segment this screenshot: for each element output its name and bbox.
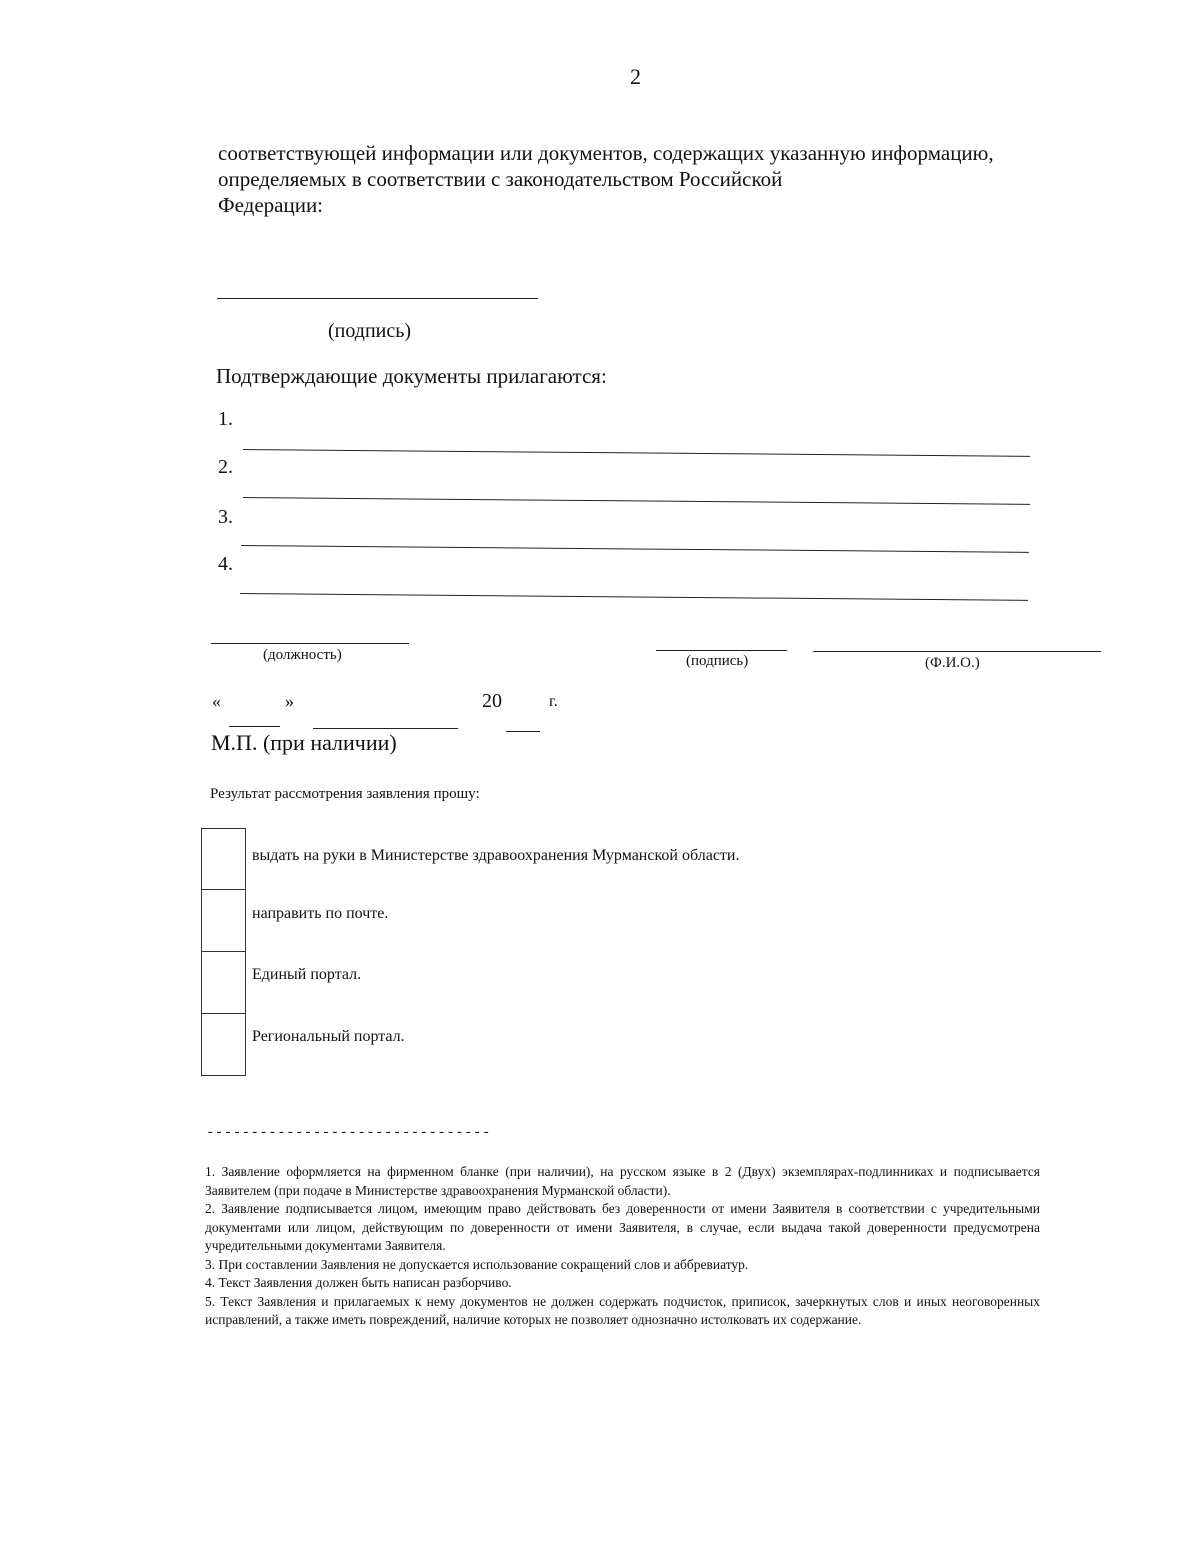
footnote-3: 3. При составлении Заявления не допускается использование сокращений слов и аббревиатур. (205, 1256, 749, 1272)
attachment-number-1: 1. (218, 408, 233, 430)
option-checkbox-2[interactable] (201, 889, 246, 951)
attachment-line-3 (241, 545, 1029, 553)
option-checkbox-4[interactable] (201, 1013, 246, 1076)
option-label-1: выдать на руки в Министерстве здравоохранения Мурманской области. (252, 847, 740, 864)
position-caption: (должность) (263, 647, 342, 663)
option-checkbox-1[interactable] (201, 828, 246, 890)
signature-caption: (подпись) (328, 320, 412, 342)
option-checkbox-3[interactable] (201, 951, 246, 1013)
position-line (211, 643, 409, 644)
option-label-4: Региональный портал. (252, 1028, 405, 1045)
footnote-2: 2. Заявление подписывается лицом, имеющим право действовать без доверенности от имени Заявителя в соответствии с учредительными документами или лицом, действующим по доверенности от имени Заявителя, в случае, если выдача такой доверенности предусмотрена учредительными документами Заявителя. (205, 1201, 1040, 1253)
footnotes (205, 1163, 1040, 1330)
intro-paragraph (218, 140, 1068, 218)
attachment-number-3: 3. (218, 506, 233, 528)
stamp-label: М.П. (при наличии) (211, 730, 397, 755)
sign-caption: (подпись) (686, 653, 749, 669)
attachments-heading: Подтверждающие документы прилагаются: (216, 364, 607, 388)
name-caption: (Ф.И.О.) (925, 655, 980, 671)
result-heading: Результат рассмотрения заявления прошу: (210, 786, 480, 802)
date-year-prefix: 20 (482, 690, 502, 712)
attachment-line-4 (240, 593, 1028, 601)
name-line (813, 651, 1101, 652)
date-open-quote: « (212, 691, 221, 711)
intro-line-1: соответствующей информации или документов, содержащих указанную информацию, (218, 141, 994, 165)
intro-line-2: определяемых в соответствии с законодательством Российской (218, 167, 783, 191)
intro-line-3: Федерации: (218, 193, 324, 217)
attachment-line-2 (243, 497, 1030, 505)
page-number: 2 (630, 64, 641, 89)
date-close-quote: » (285, 691, 294, 711)
attachment-line-1 (243, 449, 1030, 457)
footnote-4: 4. Текст Заявления должен быть написан разборчиво. (205, 1275, 512, 1290)
date-day-line (229, 726, 280, 727)
footnote-separator: -------------------------------- (206, 1125, 491, 1141)
attachment-number-2: 2. (218, 456, 233, 478)
signature-line (217, 298, 538, 299)
sign-line (656, 650, 787, 651)
date-year-line (506, 731, 540, 732)
option-label-3: Единый портал. (252, 966, 362, 983)
footnote-5: 5. Текст Заявления и прилагаемых к нему документов не должен содержать подчисток, приписок, зачеркнутых слов и иных неоговоренных исправлений, а также иметь повреждений, наличие которых не позволяет однозначно истолковать их содержание. (205, 1293, 1040, 1327)
date-year-suffix: г. (549, 693, 558, 710)
footnote-1: 1. Заявление оформляется на фирменном бланке (при наличии), на русском языке в 2 (Двух) экземплярах-подлинниках и подписывается Заявителем (при подаче в Министерстве здравоохранения Мурманской области). (205, 1164, 1040, 1198)
attachment-number-4: 4. (218, 553, 233, 575)
date-month-line (313, 728, 458, 729)
option-label-2: направить по почте. (252, 905, 389, 922)
